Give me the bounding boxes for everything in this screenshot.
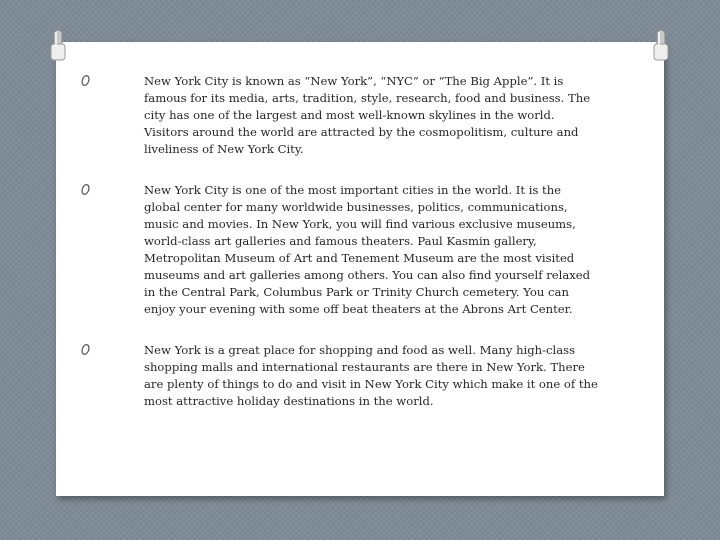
- binder-clip-left-icon: [49, 30, 67, 62]
- bullet-text: New York is a great place for shopping and food as well. Many high-class shopping malls and international restaurants are there in New York. There are plenty of things to do and visit in New York City which make it one of the most attractive holiday destinations in the world.: [144, 343, 598, 408]
- binder-clip-right-icon: [652, 30, 670, 62]
- bullet-text: New York City is known as “New York”, “NYC” or “The Big Apple”. It is famous for its media, arts, tradition, style, research, food and business. The city has one of the largest and most well-known skylines in the world. Visitors around the world are attracted by the cosmopolitism, culture and liveliness of New York City.: [144, 74, 591, 156]
- ring-bullet-icon: [80, 343, 91, 356]
- bullet-item: [80, 342, 600, 410]
- bullet-text: New York City is one of the most important cities in the world. It is the global center for many worldwide businesses, politics, communications, music and movies. In New York, you will find various exclusive museums, world-class art galleries and famous theaters. Paul Kasmin gallery, Metropolitan Museum of Art and Tenement Museum are the most visited museums and art galleries among others. You can also find yourself relaxed in the Central Park, Columbus Park or Trinity Church cemetery. You can enjoy your evening with some off beat theaters at the Abrons Art Center.: [144, 183, 591, 316]
- bullet-item: [80, 73, 600, 158]
- ring-bullet-icon: [80, 183, 91, 196]
- ring-bullet-icon: [80, 74, 91, 87]
- bullet-item: [80, 182, 600, 318]
- slide-content: [80, 73, 600, 434]
